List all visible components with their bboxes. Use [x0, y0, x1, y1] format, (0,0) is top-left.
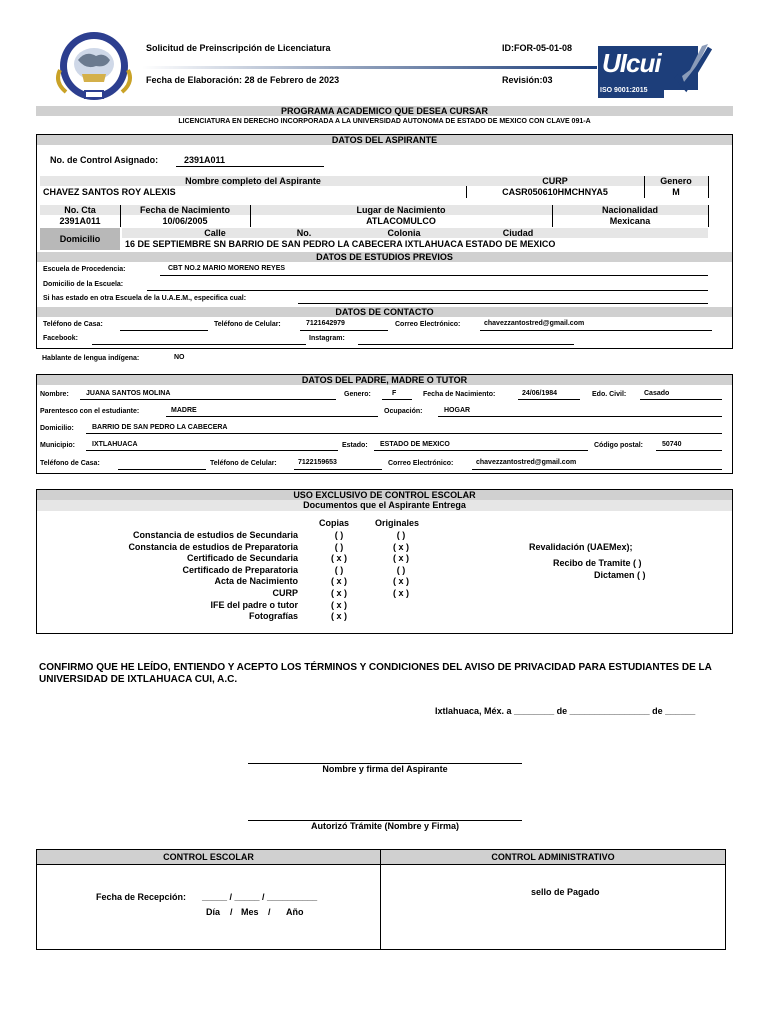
receipt-checkbox[interactable]: Recibo de Tramite ( ): [553, 558, 642, 568]
facebook-label: Facebook:: [43, 335, 79, 342]
document-name: Fotografías: [248, 611, 298, 622]
birth-place-value[interactable]: ATLACOMULCO: [366, 216, 436, 226]
revision: Revisión:03: [502, 75, 553, 85]
copies-checkbox[interactable]: ( x ): [330, 588, 347, 598]
address-label: Domicilio: [59, 234, 101, 244]
municipality-value[interactable]: IXTLAHUACA: [92, 441, 138, 448]
number-label: No.: [296, 228, 312, 238]
month-year-separator: /: [268, 907, 271, 917]
guardian-birth-label: Fecha de Nacimiento:: [423, 391, 496, 398]
opinion-checkbox[interactable]: Dictamen ( ): [594, 570, 646, 580]
city-label: Ciudad: [502, 228, 534, 238]
program-heading: PROGRAMA ACADEMICO QUE DESEA CURSAR: [36, 106, 733, 116]
previous-studies-heading: DATOS DE ESTUDIOS PREVIOS: [37, 252, 732, 262]
guardian-email-value[interactable]: chavezzantostred@gmail.com: [476, 459, 577, 466]
privacy-statement: CONFIRMO QUE HE LEÍDO, ENTIENDO Y ACEPTO LOS TÉRMINOS Y CONDICIONES DEL AVISO DE PRIVACIDAD PARA ESTUDIANTES DE LA UNIVERSIDAD DE IXTLAHUACA CUI, A.C.: [39, 662, 712, 685]
control-number-label: No. de Control Asignado:: [50, 155, 159, 165]
day-label: Día: [206, 907, 221, 917]
document-name: CURP: [272, 588, 298, 598]
guardian-heading: DATOS DEL PADRE, MADRE O TUTOR: [37, 375, 732, 385]
birth-date-label: Fecha de Nacimiento: [139, 205, 231, 215]
guardian-name-label: Nombre:: [40, 391, 69, 398]
document-name: Certificado de Secundaria: [186, 553, 298, 564]
guardian-email-label: Correo Electrónico:: [388, 460, 454, 467]
header-separator: [142, 66, 597, 69]
guardian-home-phone-label: Teléfono de Casa:: [40, 460, 100, 467]
originals-header: Originales: [375, 518, 420, 528]
copies-checkbox[interactable]: ( x ): [330, 611, 347, 622]
document-name: Acta de Nacimiento: [214, 576, 298, 587]
name-label: Nombre completo del Aspirante: [185, 176, 321, 186]
nationality-value[interactable]: Mexicana: [609, 216, 651, 226]
reception-date-label: Fecha de Recepción:: [96, 892, 187, 902]
cell-phone-value[interactable]: 7121642979: [306, 320, 345, 327]
contact-heading: DATOS DE CONTACTO: [37, 307, 732, 317]
name-value[interactable]: CHAVEZ SANTOS ROY ALEXIS: [43, 187, 176, 197]
copies-header: Copias: [319, 518, 350, 528]
birth-place-label: Lugar de Nacimiento: [356, 205, 446, 215]
originals-checkbox[interactable]: ( x ): [392, 588, 409, 598]
copies-checkbox[interactable]: ( x ): [330, 599, 347, 610]
street-label: Calle: [204, 228, 226, 238]
guardian-civil-value[interactable]: Casado: [644, 390, 670, 397]
authorized-signature-label: Autorizó Trámite (Nombre y Firma): [310, 821, 460, 831]
gender-label: Genero: [660, 176, 692, 186]
state-label: Estado:: [342, 442, 368, 449]
municipality-label: Municipio:: [40, 442, 75, 449]
month-label: Mes: [241, 907, 259, 917]
cta-label: No. Cta: [64, 205, 96, 215]
guardian-cell-value[interactable]: 7122159653: [298, 459, 337, 466]
cta-value[interactable]: 2391A011: [59, 216, 101, 226]
relation-label: Parentesco con el estudiante:: [40, 408, 140, 415]
document-name: Constancia de estudios de Preparatoria: [128, 541, 298, 552]
applicant-heading: DATOS DEL ASPIRANTE: [37, 135, 732, 145]
day-month-separator: /: [230, 907, 233, 917]
guardian-name-value[interactable]: JUANA SANTOS MOLINA: [86, 390, 171, 397]
indigenous-label: Hablante de lengua indígena:: [42, 355, 140, 362]
control-number-value[interactable]: 2391A011: [184, 155, 226, 165]
originals-checkbox[interactable]: ( x ): [392, 576, 409, 587]
relation-value[interactable]: MADRE: [171, 407, 197, 414]
birth-date-value[interactable]: 10/06/2005: [162, 216, 208, 226]
uicui-logo: [598, 42, 712, 98]
admin-control-footer-heading: CONTROL ADMINISTRATIVO: [381, 850, 725, 864]
zip-value[interactable]: 50740: [662, 441, 682, 448]
indigenous-value[interactable]: NO: [174, 354, 185, 361]
guardian-gender-label: Genero:: [344, 391, 371, 398]
home-phone-label: Teléfono de Casa:: [43, 321, 103, 328]
documents-subheading: Documentos que el Aspirante Entrega: [37, 500, 732, 511]
guardian-birth-value[interactable]: 24/06/1984: [522, 390, 558, 397]
uicui-brand-text: UIcui: [602, 48, 661, 78]
revalidation-label: Revalidación (UAEMex);: [529, 542, 633, 552]
guardian-civil-label: Edo. Civil:: [592, 391, 627, 398]
year-label: Año: [286, 907, 304, 917]
instagram-label: Instagram:: [309, 335, 345, 342]
school-value[interactable]: CBT NO.2 MARIO MORENO REYES: [168, 265, 286, 272]
university-seal-logo: [52, 30, 136, 102]
document-name: IFE del padre o tutor: [210, 599, 298, 610]
state-value[interactable]: ESTADO DE MEXICO: [380, 441, 450, 448]
curp-value[interactable]: CASR050610HMCHNYA5: [502, 187, 608, 197]
uaem-school-label: Si has estado en otra Escuela de la U.A.E.M., especifica cual:: [43, 295, 247, 302]
document-name: Constancia de estudios de Secundaria: [132, 530, 298, 540]
place-date-line[interactable]: Ixtlahuaca, Méx. a ________ de ________________ de ______: [435, 706, 696, 716]
guardian-gender-value[interactable]: F: [392, 390, 397, 397]
gender-value[interactable]: M: [672, 187, 680, 197]
email-value[interactable]: chavezzantostred@gmail.com: [484, 320, 585, 327]
document-name: Certificado de Preparatoria: [182, 564, 298, 575]
curp-label: CURP: [542, 176, 568, 186]
cell-phone-label: Teléfono de Celular:: [214, 321, 281, 328]
guardian-address-value[interactable]: BARRIO DE SAN PEDRO LA CABECERA: [92, 424, 228, 431]
copies-checkbox[interactable]: ( x ): [330, 553, 347, 564]
program-name: LICENCIATURA EN DERECHO INCORPORADA A LA UNIVERSIDAD AUTONOMA DE ESTADO DE MEXICO CON CLAVE 091-A: [178, 118, 591, 125]
email-label: Correo Electrónico:: [395, 321, 461, 328]
elaboration-date: Fecha de Elaboración: 28 de Febrero de 2023: [146, 75, 340, 85]
form-title: Solicitud de Preinscripción de Licenciatura: [146, 43, 331, 53]
copies-checkbox[interactable]: ( ): [334, 564, 344, 575]
copies-checkbox[interactable]: ( x ): [330, 576, 347, 587]
occupation-label: Ocupación:: [384, 408, 423, 415]
applicant-signature-label: Nombre y firma del Aspirante: [322, 764, 448, 774]
copies-checkbox[interactable]: ( ): [334, 541, 344, 552]
school-address-label: Domicilio de la Escuela:: [43, 281, 124, 288]
iso-text: ISO 9001:2015: [600, 87, 648, 94]
guardian-address-label: Domicilio:: [40, 425, 74, 432]
address-value[interactable]: 16 DE SEPTIEMBRE SN BARRIO DE SAN PEDRO LA CABECERA IXTLAHUACA ESTADO DE MEXICO: [125, 239, 556, 249]
originals-checkbox[interactable]: ( ): [396, 530, 406, 540]
originals-checkbox[interactable]: ( x ): [392, 553, 409, 564]
reception-date-blanks[interactable]: _____ / _____ / __________: [202, 892, 318, 902]
nationality-label: Nacionalidad: [601, 205, 658, 215]
zip-label: Código postal:: [594, 442, 643, 449]
form-id: ID:FOR-05-01-08: [502, 43, 573, 53]
school-label: Escuela de Procedencia:: [43, 266, 126, 273]
school-control-footer-heading: CONTROL ESCOLAR: [37, 850, 380, 864]
originals-checkbox[interactable]: ( ): [396, 564, 406, 575]
paid-stamp-label: sello de Pagado: [531, 887, 600, 897]
occupation-value[interactable]: HOGAR: [444, 407, 471, 414]
guardian-cell-label: Teléfono de Celular:: [210, 460, 277, 467]
school-control-heading: USO EXCLUSIVO DE CONTROL ESCOLAR: [37, 490, 732, 500]
copies-checkbox[interactable]: ( ): [334, 530, 344, 540]
colony-label: Colonia: [387, 228, 421, 238]
originals-checkbox[interactable]: ( x ): [392, 541, 409, 552]
